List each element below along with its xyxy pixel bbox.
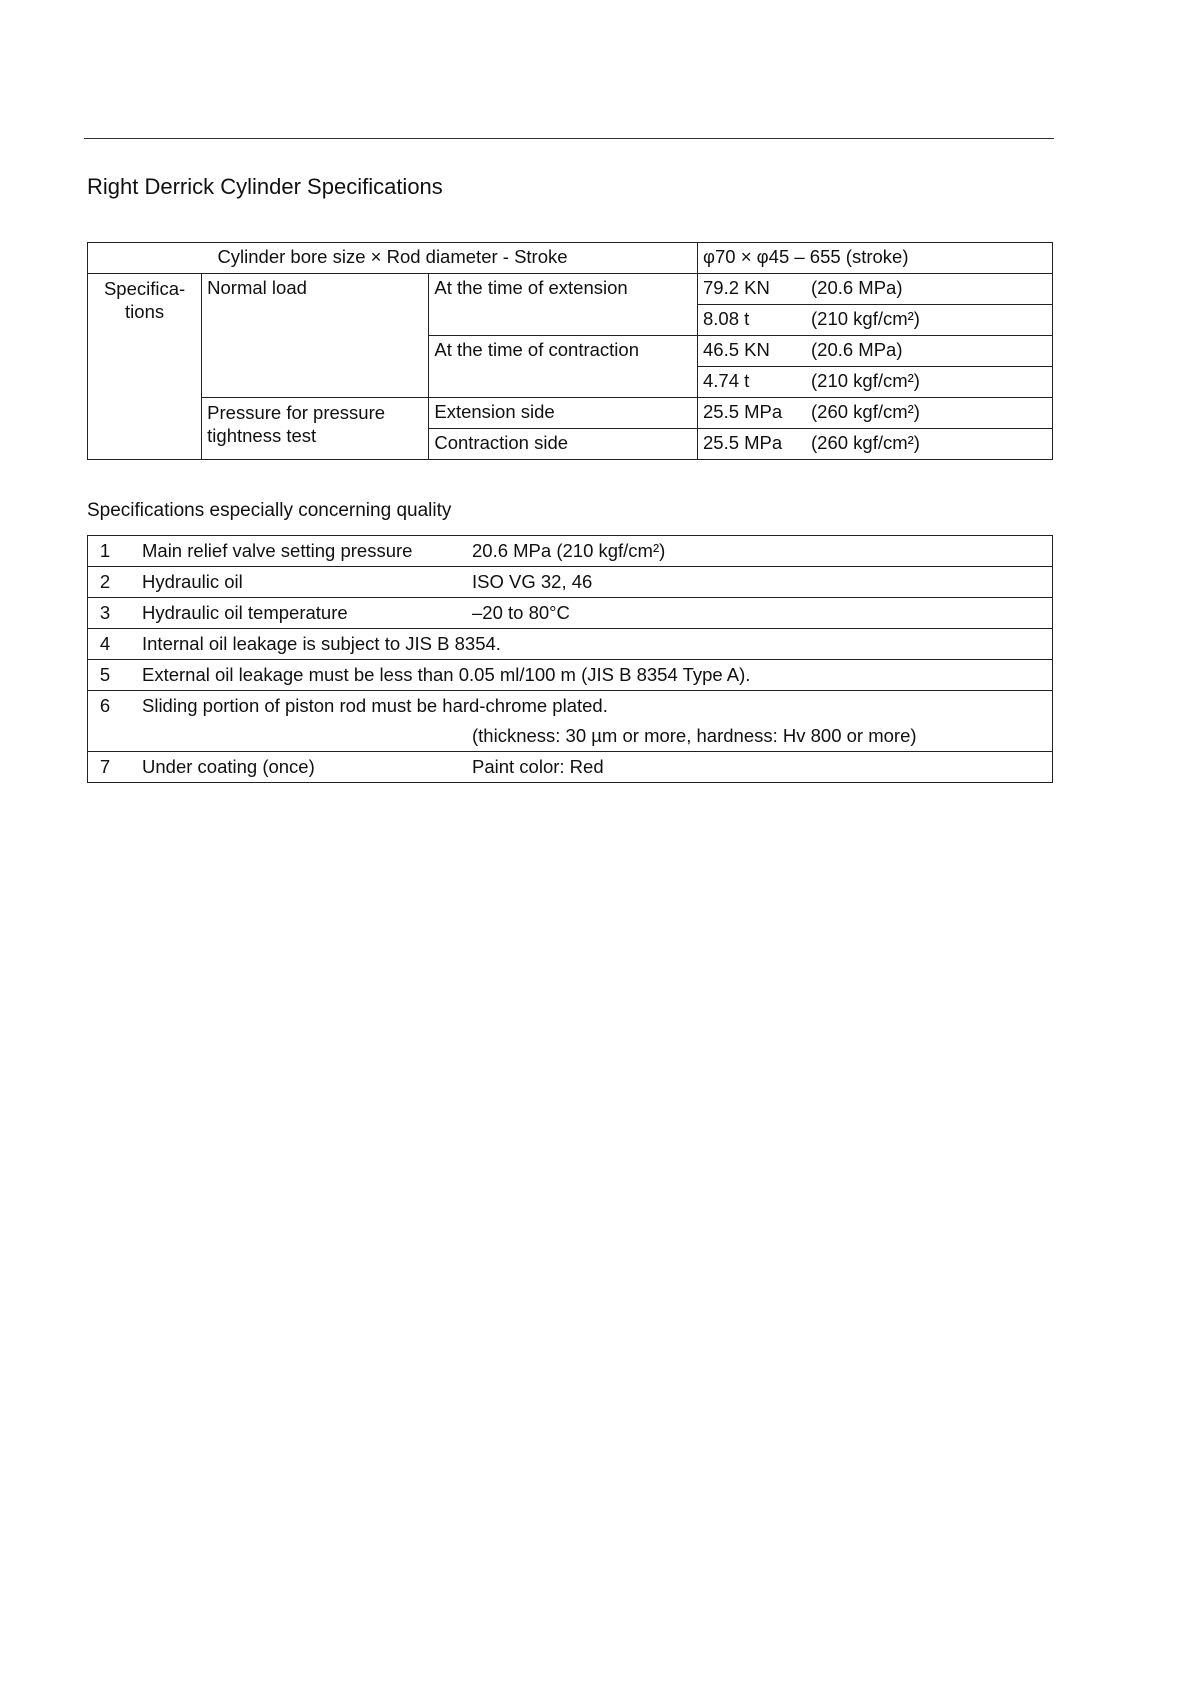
normal-load-label: Normal load <box>202 274 429 398</box>
extension-side-label: Extension side <box>429 398 698 429</box>
contraction-side-label: Contraction side <box>429 429 698 460</box>
extension-kgf: (210 kgf/cm²) <box>811 308 920 329</box>
table-row <box>88 629 1053 660</box>
table-row <box>88 398 1053 429</box>
contraction-kn: 46.5 KN <box>703 339 770 360</box>
page-title: Right Derrick Cylinder Specifications <box>87 174 443 199</box>
row-number: 2 <box>88 567 123 598</box>
row-text-continuation: (thickness: 30 µm or more, hardness: Hv 800 or more) <box>472 725 917 746</box>
row-body <box>122 536 1053 567</box>
row-body <box>122 567 1053 598</box>
row-number: 4 <box>88 629 123 660</box>
quality-heading: Specifications especially concerning quality <box>87 500 452 521</box>
row-value: Paint color: Red <box>472 756 604 777</box>
contraction-side-kgf: (260 kgf/cm²) <box>811 432 920 453</box>
table-row <box>88 536 1053 567</box>
row-body <box>122 752 1053 783</box>
table-row <box>88 752 1053 783</box>
table-row <box>88 598 1053 629</box>
row-number: 6 <box>88 691 123 752</box>
header-label: Cylinder bore size × Rod diameter - Stroke <box>88 243 698 274</box>
row-label: Hydraulic oil <box>142 571 243 592</box>
table-row <box>88 660 1053 691</box>
extension-mpa: (20.6 MPa) <box>811 277 903 298</box>
row-number: 3 <box>88 598 123 629</box>
table-row <box>88 567 1053 598</box>
specifications-label: Specifica- tions <box>88 274 202 460</box>
row-value: –20 to 80°C <box>472 602 570 623</box>
contraction-mass-cell <box>698 367 1053 398</box>
header-rule <box>84 138 1054 139</box>
contraction-mpa: (20.6 MPa) <box>811 339 903 360</box>
extension-kn: 79.2 KN <box>703 277 770 298</box>
table-row <box>88 274 1053 305</box>
quality-spec-table <box>87 535 1053 783</box>
row-number: 7 <box>88 752 123 783</box>
header-value: φ70 × φ45 – 655 (stroke) <box>698 243 1053 274</box>
extension-side-mpa: 25.5 MPa <box>703 401 783 422</box>
row-number: 1 <box>88 536 123 567</box>
contraction-side-mpa: 25.5 MPa <box>703 432 783 453</box>
row-body <box>122 691 1053 752</box>
table-row <box>88 691 1053 752</box>
row-text: External oil leakage must be less than 0.05 ml/100 m (JIS B 8354 Type A). <box>122 660 1053 691</box>
contraction-t: 4.74 t <box>703 370 750 391</box>
contraction-side-cell <box>698 429 1053 460</box>
contraction-kgf: (210 kgf/cm²) <box>811 370 920 391</box>
row-text: Sliding portion of piston rod must be hard-chrome plated. <box>142 695 608 716</box>
row-label: Under coating (once) <box>142 756 315 777</box>
pressure-test-label: Pressure for pressure tightness test <box>202 398 429 460</box>
table-row <box>88 243 1053 274</box>
row-value: 20.6 MPa (210 kgf/cm²) <box>472 540 666 561</box>
contraction-force-cell <box>698 336 1053 367</box>
extension-t: 8.08 t <box>703 308 750 329</box>
row-label: Hydraulic oil temperature <box>142 602 348 623</box>
extension-label: At the time of extension <box>429 274 698 336</box>
cylinder-spec-table <box>87 242 1053 460</box>
extension-force-cell <box>698 274 1053 305</box>
extension-mass-cell <box>698 305 1053 336</box>
row-value: ISO VG 32, 46 <box>472 571 593 592</box>
row-label: Main relief valve setting pressure <box>142 540 413 561</box>
row-number: 5 <box>88 660 123 691</box>
contraction-label: At the time of contraction <box>429 336 698 398</box>
extension-side-kgf: (260 kgf/cm²) <box>811 401 920 422</box>
extension-side-cell <box>698 398 1053 429</box>
row-body <box>122 598 1053 629</box>
row-text: Internal oil leakage is subject to JIS B 8354. <box>122 629 1053 660</box>
